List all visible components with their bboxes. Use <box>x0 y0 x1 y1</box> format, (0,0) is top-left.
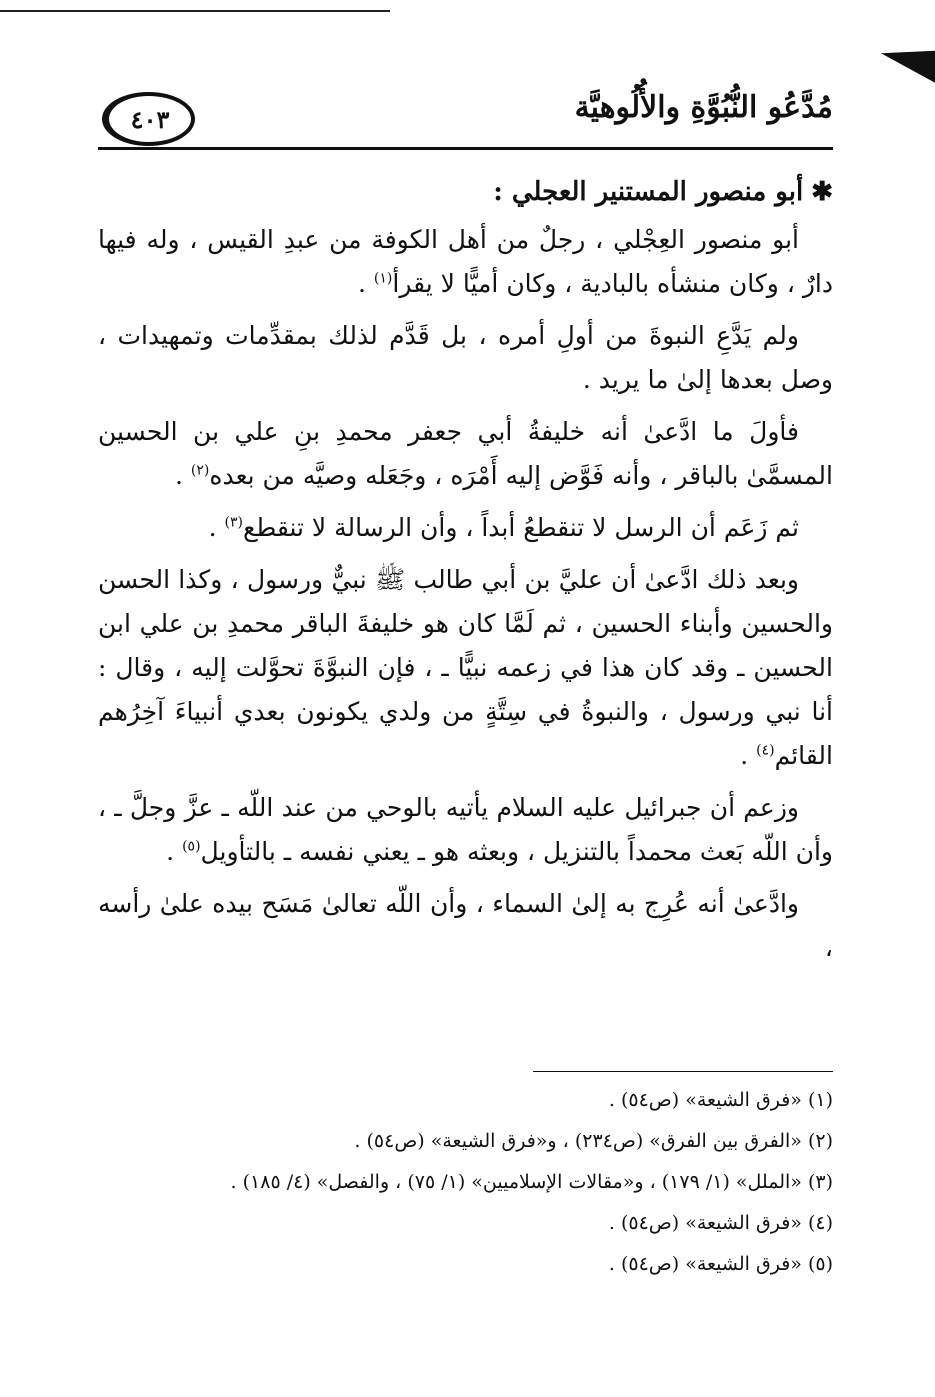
footnote-ref: (٢) <box>190 462 210 479</box>
footnote: (٤) «فرق الشيعة» (ص٥٤) . <box>608 1212 833 1234</box>
footnote-ref: (٥) <box>182 838 201 855</box>
paragraph: وادَّعىٰ أنه عُرِج به إلىٰ السماء ، وأن اللّه تعالىٰ مَسَح بيده علىٰ رأسه ، <box>98 889 833 962</box>
paragraph: ثم زَعَم أن الرسل لا تنقطعُ أبداً ، وأن الرسالة لا تنقطع$^{(٣)}$ . <box>208 513 799 542</box>
footnotes <box>98 1080 833 1285</box>
paragraph: وبعد ذلك ادَّعىٰ أن عليَّ بن أبي طالب ﷺ نبيٌّ ورسول ، وكذا الحسن والحسين وأبناء الحسين ، ثم لَمَّا كان هو خليفةَ الباقر محمدِ بن علي ابن الحسين ـ وقد كان هذا في زعمه نبيًّا ـ ، فإن النبوَّةَ تحوَّلت إليه ، وقال : أنا نبي ورسول ، والنبوةُ في سِتَّةٍ من ولدي يكونون بعدي أنبياءَ آخِرُهم القائم$^{(٤)}$ . <box>98 565 833 770</box>
footnote: (٥) «فرق الشيعة» (ص٥٤) . <box>608 1253 833 1275</box>
footnote: (١) «فرق الشيعة» (ص٥٤) . <box>608 1089 833 1111</box>
paragraph: وزعم أن جبرائيل عليه السلام يأتيه بالوحي من عند اللّه ـ عزَّ وجلَّ ـ ، وأن اللّه بَعث محمداً بالتنزيل ، وبعثه هو ـ يعني نفسه ـ بالتأويل$^{(٥)}$ . <box>98 793 833 866</box>
paragraph: فأولَ ما ادَّعىٰ أنه خليفةُ أبي جعفر محمدِ بنِ علي بن الحسين المسمَّىٰ بالباقر ، وأنه فَوَّض إليه أَمْرَه ، وجَعَله وصيَّه من بعده$^{(٢)}$ . <box>98 417 833 490</box>
page-corner-marker <box>881 37 935 82</box>
footnote: (٢) «الفرق بين الفرق» (ص٢٣٤) ، و«فرق الشيعة» (ص٥٤) . <box>354 1130 833 1152</box>
paragraph: ولم يَدَّعِ النبوةَ من أولِ أمره ، بل قَدَّم لذلك بمقدِّمات وتمهيدات ، وصل بعدها إلىٰ ما يريد . <box>98 321 833 394</box>
top-edge-rule <box>0 10 390 12</box>
footnote-ref: (٤) <box>756 742 775 759</box>
footnote-divider <box>533 1071 833 1072</box>
page-number: ٤٠٣ <box>102 92 195 146</box>
asterisk-icon: ✱ <box>811 177 833 207</box>
footnote: (٣) «الملل» (١/ ١٧٩) ، و«مقالات الإسلاميين» (١/ ٧٥) ، والفصل» (٤/ ١٨٥) . <box>230 1171 833 1193</box>
paragraph: أبو منصور العِجْلي ، رجلٌ من أهل الكوفة من عبدِ القيس ، وله فيها دارٌ ، وكان منشأه بالبادية ، وكان أميًّا لا يقرأ$^{(١)}$ . <box>98 225 833 298</box>
footnote-ref: (١) <box>373 270 393 287</box>
footnote-ref: (٣) <box>224 514 244 531</box>
body-text <box>98 170 833 970</box>
page-header <box>98 86 833 150</box>
section-heading: ✱أبو منصور المستنير العجلي : <box>493 177 833 207</box>
header-rule <box>98 147 833 150</box>
running-title: مُدَّعُو النُّبُوَّةِ والأُلُوهيَّة <box>574 90 833 125</box>
